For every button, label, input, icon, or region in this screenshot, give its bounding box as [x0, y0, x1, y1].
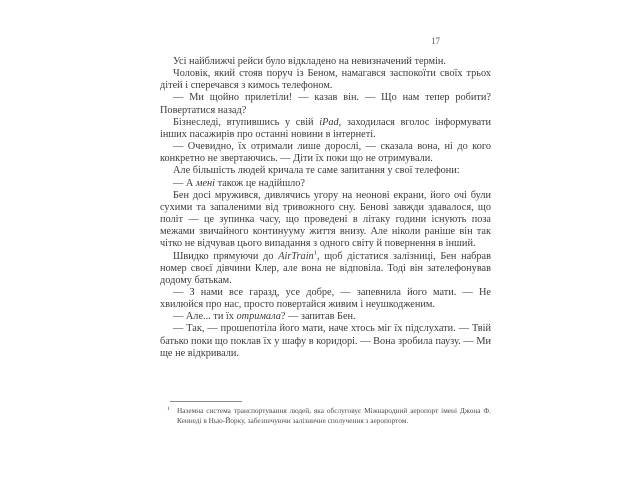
page-number: 17 — [431, 36, 440, 46]
footnote-marker: 1 — [167, 406, 170, 412]
footnote-body — [160, 406, 491, 426]
paragraph: Усі найближчі рейси було відкладено на невизначений термін. — [173, 56, 446, 67]
footnote-divider — [170, 401, 242, 402]
paragraph: — Так, — прошепотіла його мати, наче хтось міг їх підслухати. — Твій батько поки що поклав їх у шафу в коридорі. — Вона зробила паузу. — Ми ще не відкривали. — [160, 323, 491, 359]
footnote — [160, 401, 491, 426]
paragraph: — Але... ти їх отримала? — запитав Бен. — [173, 311, 356, 323]
body-paragraphs — [160, 56, 491, 360]
paragraph: Бен досі мружився, дивлячись угору на неонові екрани, його очі були сухими та запаленими від тривожного сну. Бенові завжди здавалося, що політ — це зупинка часу, що проведені в літаку години існують поза межами звичайного континууму життя внизу. Але ніколи раніше він так чітко не відчував цього випадання з одного світу й повернення в інший. — [160, 189, 491, 250]
paragraph: Швидко прямуючи до AirTrain$^1$, щоб дістатися залізниці, Бен набрав номер своєї дівчини Клер, але вона не відповіла. Тоді він зателефонував додому батькам. — [160, 249, 491, 286]
paragraph: — З нами все гаразд, усе добре, — запевнила його мати. — Не хвилюйся про нас, просто повертайся живим і неушкодженим. — [160, 286, 491, 311]
paragraph: — А мені також це надійшло? — [173, 177, 305, 189]
paragraph: Чоловік, який стояв поруч із Беном, намагався заспокоїти своїх трьох дітей і сперечався з кимось телефоном. — [160, 68, 491, 92]
footnote-text: Наземна система транспортування людей, яка обслуговує Міжнародний аеропорт імені Джона Ф. Кеннеді в Нью-Йорку, забезпечуючи залізничне сполучення з аеропортом. — [177, 406, 491, 425]
paragraph: Бізнеследі, втупившись у свій iPad, заходилася вголос інформувати інших пасажирів про останні новини в інтернеті. — [160, 116, 491, 140]
paragraph: Але більшість людей кричала те саме запитання у свої телефони: — [173, 165, 460, 177]
paragraph: — Очевидно, їх отримали лише дорослі, — сказала вона, ні до кого конкретно не звертаючись. — Діти їх поки що не отримували. — [160, 141, 491, 165]
paragraph: — Ми щойно прилетіли! — казав він. — Що нам тепер робити? Повертатися назад? — [160, 92, 491, 116]
